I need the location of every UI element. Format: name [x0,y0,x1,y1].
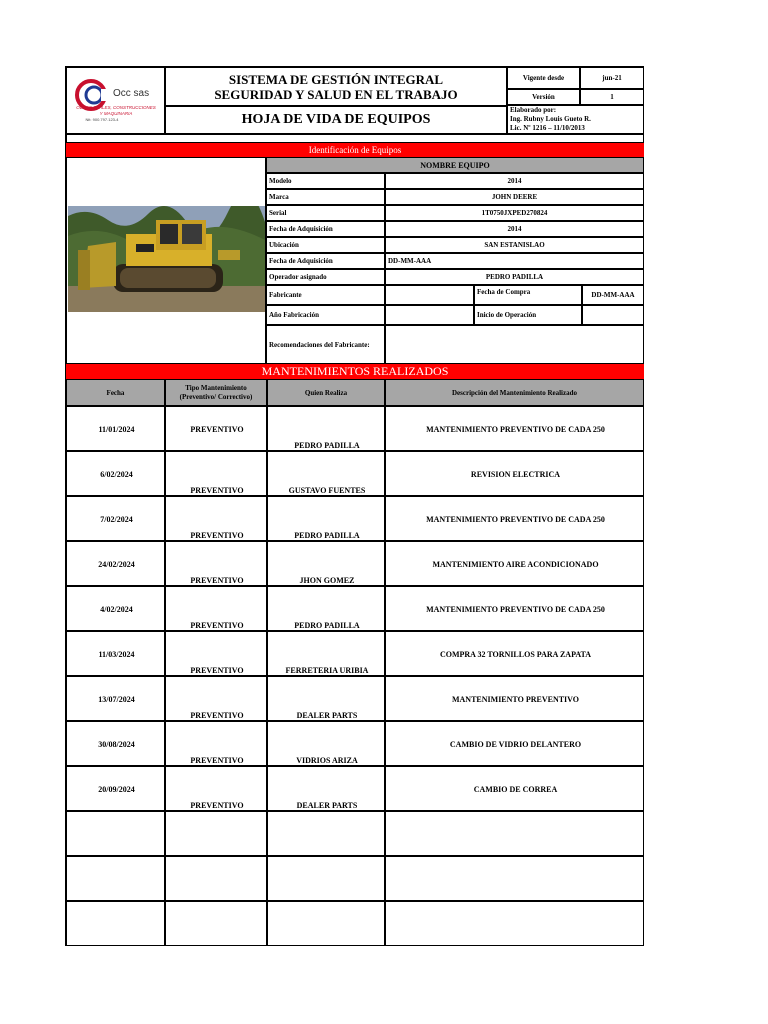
logo-tagline-1: OBRAS CIVILES, CONSTRUCCIONES [76,105,156,110]
cell-fecha-text: 11/03/2024 [98,650,135,659]
cell-tipo [165,676,267,721]
col-header-tipo-line-2: (Preventivo/ Correctivo) [179,392,253,401]
cell-quien [267,586,385,631]
cell-fecha-text: 11/01/2024 [98,425,135,434]
system-title-line-1: SISTEMA DE GESTIÓN INTEGRAL [228,71,444,87]
cell-desc [385,631,644,676]
cell-fecha-text: 24/02/2024 [98,560,135,569]
id-row-label: Modelo [266,173,385,189]
cell-desc-text: CAMBIO DE VIDRIO DELANTERO [449,740,582,749]
col-header-desc: Descripción del Mantenimiento Realizado [385,379,644,406]
cell-tipo-text: PREVENTIVO [190,531,244,540]
cell-fecha [66,631,165,676]
cell-tipo [165,721,267,766]
id-row-label: Marca [266,189,385,205]
cell-quien-text: PEDRO PADILLA [294,621,360,630]
cell-desc-text: MANTENIMIENTO PREVENTIVO DE CADA 250 [426,515,605,524]
recomendaciones-value [385,325,644,364]
cell-quien-text: PEDRO PADILLA [294,531,360,540]
cell-quien-text: DEALER PARTS [296,801,358,810]
cell-desc [385,721,644,766]
cell-quien-text: GUSTAVO FUENTES [288,486,366,495]
equipment-record-sheet [65,66,644,946]
elaborado-por [507,105,644,134]
cell-fecha [66,856,165,901]
cell-quien [267,811,385,856]
cell-desc-text: REVISION ELECTRICA [470,470,561,479]
cell-tipo [165,811,267,856]
recomendaciones-label: Recomendaciones del Fabricante: [266,325,385,364]
cell-tipo-text: PREVENTIVO [190,621,244,630]
cell-tipo [165,631,267,676]
cell-quien [267,856,385,901]
cell-fecha [66,496,165,541]
equipment-photo [66,157,266,364]
identificacion-section-title: Identificación de Equipos [66,143,644,157]
col-header-tipo [165,379,267,406]
cell-tipo [165,451,267,496]
logo-nit: Nit: 900.797.123-4 [85,117,119,122]
elaborado-line-3: Lic. Nº 1216 – 11/10/2013 [510,124,585,132]
cell-desc [385,766,644,811]
fecha-compra-label: Fecha de Compra [474,285,582,305]
anio-fabricacion-label: Año Fabricación [266,305,385,325]
cell-quien-text: PEDRO PADILLA [294,441,360,450]
cell-quien-text: JHON GOMEZ [299,576,355,585]
system-title-line-2: SEGURIDAD Y SALUD EN EL TRABAJO [214,86,458,102]
cell-fecha [66,676,165,721]
system-title [165,67,507,106]
cell-desc-text: MANTENIMIENTO PREVENTIVO [451,695,580,704]
cell-quien [267,676,385,721]
col-header-quien: Quien Realiza [267,379,385,406]
cell-fecha [66,721,165,766]
cell-quien [267,721,385,766]
cell-quien [267,541,385,586]
fabricante-label: Fabricante [266,285,385,305]
cell-quien [267,631,385,676]
cell-quien [267,496,385,541]
col-header-tipo-line-1: Tipo Mantenimiento [185,383,247,392]
cell-desc-text: MANTENIMIENTO PREVENTIVO DE CADA 250 [426,425,605,434]
document-title: HOJA DE VIDA DE EQUIPOS [165,106,507,134]
cell-tipo [165,901,267,946]
company-name: Occ sas [113,88,150,99]
logo-box [66,67,165,134]
logo-tagline-2: Y MAQUINARIA [99,111,133,116]
cell-tipo [165,856,267,901]
cell-fecha [66,811,165,856]
id-row-label: Fecha de Adquisición [266,253,385,269]
id-row-value: 1T0750JXPED270824 [385,205,644,221]
cell-tipo-text: PREVENTIVO [190,666,244,675]
id-row-value: JOHN DEERE [385,189,644,205]
id-row-value: DD-MM-AAA [385,253,644,269]
cell-desc-text: CAMBIO DE CORREA [473,785,558,794]
cell-desc [385,451,644,496]
cell-fecha [66,901,165,946]
nombre-equipo-header: NOMBRE EQUIPO [266,157,644,173]
cell-tipo [165,406,267,451]
cell-quien [267,766,385,811]
inicio-operacion-value [582,305,644,325]
cell-quien-text: DEALER PARTS [296,711,358,720]
cell-desc-text: MANTENIMIENTO AIRE ACONDICIONADO [432,560,599,569]
cell-fecha [66,541,165,586]
cell-fecha-text: 30/08/2024 [98,740,135,749]
elaborado-line-2: Ing. Rubny Louis Gueto R. [510,115,591,123]
cell-fecha [66,586,165,631]
vigente-value: jun-21 [580,67,644,89]
mantenimientos-section-title: MANTENIMIENTOS REALIZADOS [66,364,644,379]
cell-desc [385,901,644,946]
cell-desc [385,496,644,541]
cell-tipo [165,766,267,811]
anio-fabricacion-value [385,305,474,325]
cell-fecha [66,766,165,811]
cell-quien [267,406,385,451]
cell-fecha-text: 13/07/2024 [98,695,135,704]
cell-fecha-text: 6/02/2024 [100,470,133,479]
cell-tipo [165,541,267,586]
version-value: 1 [580,89,644,105]
version-label: Versión [507,89,580,105]
cell-fecha [66,451,165,496]
cell-tipo-text: PREVENTIVO [190,801,244,810]
id-row-label: Fecha de Adquisición [266,221,385,237]
cell-desc [385,856,644,901]
cell-tipo-text: PREVENTIVO [190,711,244,720]
cell-quien-text: VIDRIOS ARIZA [296,756,358,765]
fabricante-value [385,285,474,305]
cell-fecha-text: 4/02/2024 [100,605,133,614]
cell-tipo-text: PREVENTIVO [190,756,244,765]
cell-quien-text: FERRETERIA URIBIA [285,666,369,675]
cell-tipo-text: PREVENTIVO [190,576,244,585]
bulldozer-photo-icon [68,206,265,312]
cell-desc [385,541,644,586]
id-row-value: PEDRO PADILLA [385,269,644,285]
cell-desc [385,676,644,721]
cell-fecha-text: 7/02/2024 [100,515,133,524]
cell-desc-text: MANTENIMIENTO PREVENTIVO DE CADA 250 [426,605,605,614]
cell-tipo-text: PREVENTIVO [190,486,244,495]
cell-fecha [66,406,165,451]
id-row-label: Operador asignado [266,269,385,285]
spacer-row [66,134,644,143]
id-row-label: Serial [266,205,385,221]
fecha-compra-value: DD-MM-AAA [582,285,644,305]
col-header-fecha: Fecha [66,379,165,406]
cell-fecha-text: 20/09/2024 [98,785,135,794]
id-row-label: Ubicación [266,237,385,253]
cell-desc [385,586,644,631]
cell-tipo [165,586,267,631]
inicio-operacion-label: Inicio de Operación [474,305,582,325]
cell-quien [267,901,385,946]
cell-tipo-text: PREVENTIVO [190,425,244,434]
cell-quien [267,451,385,496]
elaborado-line-1: Elaborado por: [510,106,557,114]
vigente-label: Vigente desde [507,67,580,89]
cell-tipo [165,496,267,541]
id-row-value: SAN ESTANISLAO [385,237,644,253]
cell-desc-text: COMPRA 32 TORNILLOS PARA ZAPATA [439,650,592,659]
id-row-value: 2014 [385,221,644,237]
cell-desc [385,811,644,856]
id-row-value: 2014 [385,173,644,189]
cell-desc [385,406,644,451]
